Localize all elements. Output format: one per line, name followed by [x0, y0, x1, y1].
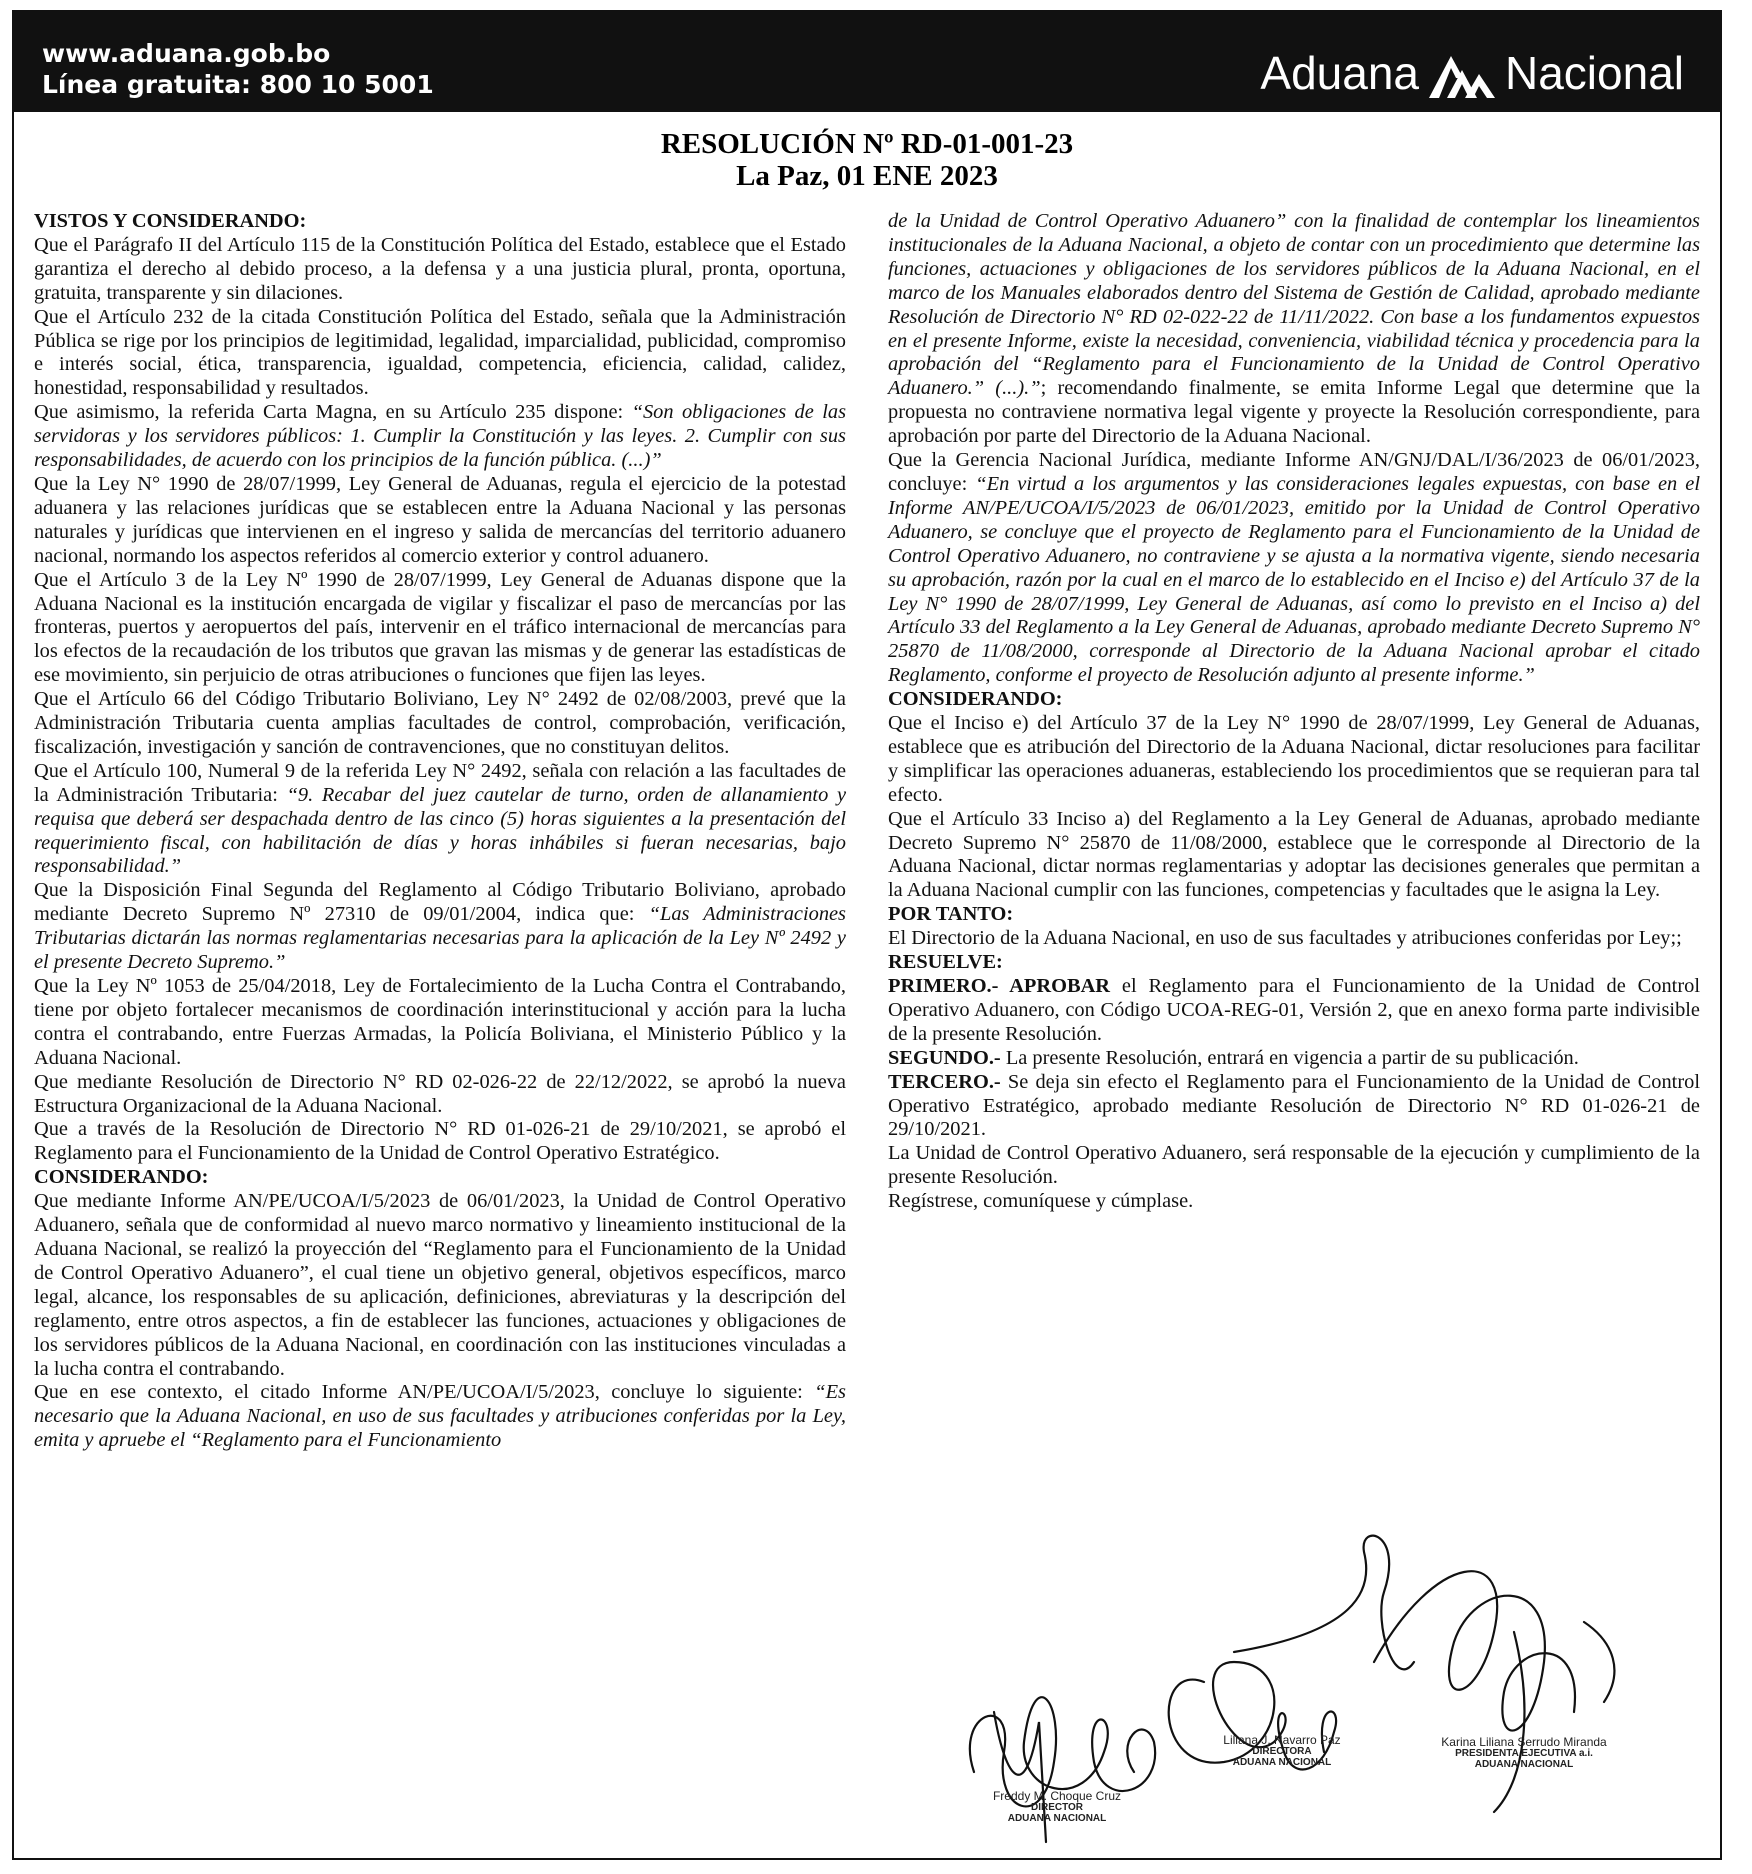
logo-word-left: Aduana: [1260, 47, 1419, 99]
paragraph: Que la Ley N° 1990 de 28/07/1999, Ley General de Aduanas, regula el ejercicio de la potestad aduanera y las relaciones jurídicas que se establecen entre la Aduana Nacional y las personas naturales y jurídicas que intervienen en el ingreso y salida de mercancías del territorio aduanero nacional, normando los aspectos referidos al comercio exterior y control aduanero.: [34, 472, 846, 567]
quotation: de la Unidad de Control Operativo Aduanero” con la finalidad de contemplar los lineamientos institucionales de la Aduana Nacional, a objeto de contar con un procedimiento que determine las funciones, actuaciones y obligaciones de los servidores públicos de la Aduana Nacional, en el marco de los Manuales elaborados dentro del Sistema de Gestión de Calidad, aprobado mediante Resolución de Directorio N° RD 02-022-22 de 11/11/2022. Con base a los fundamentos expuestos en el presente Informe, existe la necesidad, conveniencia, viabilidad técnica y procedencia para la aprobación del “Reglamento para el Funcionamiento de la Unidad de Control Operativo Aduanero.” (...).”: [888, 210, 1700, 400]
paragraph-text: Que el Artículo 100, Numeral 9 de la referida Ley N° 2492, señala con relación a las facultades de la Administración Tributaria:: [34, 759, 846, 806]
paragraph: Que el Artículo 66 del Código Tributario Boliviano, Ley N° 2492 de 02/08/2003, prevé que la Administración Tributaria cuenta amplias facultades de control, comprobación, verificación, fiscalización, investigación y sanción de contravenciones, que no constituyan delitos.: [34, 688, 846, 758]
document-frame: [12, 10, 1722, 1860]
logo-word-right: Nacional: [1505, 47, 1684, 99]
article-text: Se deja sin efecto el Reglamento para el Funcionamiento de la Unidad de Control Operativo Estratégico, aprobado mediante Resolución de Directorio N° RD 01-026-21 de 29/10/2021.: [888, 1070, 1700, 1141]
paragraph: Que mediante Informe AN/PE/UCOA/I/5/2023 de 06/01/2023, la Unidad de Control Operativo Aduanero, señala que de conformidad al nuevo marco normativo y lineamiento institucional de la Aduana Nacional, se realizó la proyección del “Reglamento para el Funcionamiento de la Unidad de Control Operativo Aduanero”, el cual tiene un objetivo general, objetivos específicos, marco legal, alcance, los responsables de su aplicación, definiciones, abreviaturas y la descripción del reglamento, entre otros aspectos, a fin de establecer las funciones, actuaciones y obligaciones de los servidores públicos de la Aduana Nacional, en coordinación con las instituciones vinculadas a la lucha contra el contrabando.: [34, 1190, 846, 1380]
paragraph: Que la Ley Nº 1053 de 25/04/2018, Ley de Fortalecimiento de la Lucha Contra el Contrabando, tiene por objeto fortalecer mecanismos de coordinación interinstitucional y acción para la lucha contra el contrabando, entre Fuerzas Armadas, la Policía Boliviana, el Ministerio Público y la Aduana Nacional.: [34, 975, 846, 1069]
closing-line: Regístrese, comuníquese y cúmplase.: [888, 1190, 1194, 1213]
paragraph: [34, 1381, 846, 1453]
section-heading-considerando: CONSIDERANDO:: [34, 1166, 209, 1189]
paragraph: [888, 210, 1700, 449]
paragraph: Que mediante Resolución de Directorio N° RD 02-026-22 de 22/12/2022, se aprobó la nueva Estructura Organizacional de la Aduana Nacional.: [34, 1070, 846, 1117]
paragraph-text: Que la Gerencia Nacional Jurídica, mediante Informe AN/GNJ/DAL/I/36/2023 de 06/01/2023, concluye:: [888, 449, 1700, 495]
paragraph-text: Que asimismo, la referida Carta Magna, en su Artículo 235 dispone:: [34, 401, 632, 424]
signatory-name: Karina Liliana Serrudo Miranda: [1441, 1735, 1607, 1749]
paragraph: Que el Artículo 232 de la citada Constitución Política del Estado, señala que la Administración Pública se rige por los principios de legitimidad, legalidad, imparcialidad, publicidad, compromiso e interés social, ética, transparencia, igualdad, competencia, eficiencia, calidad, calidez, honestidad, responsabilidad y resultados.: [34, 305, 846, 400]
section-heading-por-tanto: POR TANTO:: [888, 903, 1014, 926]
paragraph: [34, 760, 846, 880]
signatory-institution: ADUANA NACIONAL: [1474, 1759, 1574, 1770]
paragraph: Que el Artículo 3 de la Ley Nº 1990 de 28/07/1999, Ley General de Aduanas dispone que la Aduana Nacional es la institución encargada de vigilar y fiscalizar el paso de mercancías por las fronteras, puertos y aeropuertos del país, intervenir en el tráfico internacional de mercancías para los efectos de la recaudación de los tributos que gravan las mismas y de generar las estadísticas de ese movimiento, sin perjuicio de otras atribuciones o funciones que fijen las leyes.: [34, 568, 846, 687]
aduana-logo: [1260, 47, 1684, 100]
contact-block: [42, 38, 434, 100]
resolution-article: [888, 1047, 1700, 1071]
quotation: “En virtud a los argumentos y las consideraciones legales expuestas, con base en el Informe AN/PE/UCOA/I/5/2023 de 06/01/2023, emitido por la Unidad de Control Operativo Aduanero, se concluye que el proyecto de Reglamento para el Funcionamiento de la Unidad de Control Operativo Aduanero, no contraviene y se ajusta a la normativa vigente, siendo necesaria su aprobación, razón por la cual en el marco de lo establecido en el Inciso e) del Artículo 37 de la Ley N° 1990 de 28/07/1999, Ley General de Aduanas, así como lo previsto en el Inciso a) del Artículo 33 del Reglamento a la Ley General de Aduanas, aprobado mediante Decreto Supremo N° 25870 de 11/08/2000, corresponde al Directorio de la Aduana Nacional aprobar el citado Reglamento, conforme el proyecto de Resolución adjunto al presente informe.”: [888, 472, 1700, 687]
website-url: www.aduana.gob.bo: [42, 39, 331, 68]
paragraph: Que el Inciso e) del Artículo 37 de la Ley N° 1990 de 28/07/1999, Ley General de Aduanas, establece que es atribución del Directorio de la Aduana Nacional, dictar resoluciones para facilitar y simplificar las operaciones aduaneras, estableciendo los procedimientos que se requieran para tal efecto.: [888, 712, 1700, 806]
signatory-institution: ADUANA NACIONAL: [1007, 1813, 1107, 1824]
hotline-text: Línea gratuita: 800 10 5001: [42, 70, 434, 99]
article-label: TERCERO.-: [888, 1070, 1001, 1093]
signature-block: [1414, 1736, 1634, 1770]
paragraph-text: ; recomendando finalmente, se emita Informe Legal que determine que la propuesta no contraviene normativa legal vigente y proyecte la Resolución correspondiente, para aprobación por parte del Directorio de la Aduana Nacional.: [888, 377, 1700, 448]
article-label: SEGUNDO.-: [888, 1046, 1001, 1069]
signatory-role: PRESIDENTA EJECUTIVA a.i.: [1455, 1748, 1593, 1759]
resolution-article: [888, 1071, 1700, 1143]
right-column: [888, 210, 1700, 1214]
resolution-date: La Paz, 01 ENE 2023: [736, 160, 998, 192]
paragraph: Que el Parágrafo II del Artículo 115 de la Constitución Política del Estado, establece que el Estado garantiza el derecho al debido proceso, a la defensa y a una justicia plural, pronta, oportuna, gratuita, transparente y sin dilaciones.: [34, 233, 846, 304]
paragraph: Que el Artículo 33 Inciso a) del Reglamento a la Ley General de Aduanas, aprobado mediante Decreto Supremo N° 25870 de 11/08/2000, establece que le corresponde al Directorio de la Aduana Nacional, dictar normas reglamentarias y adoptar las decisiones generales que permitan a la Aduana Nacional cumplir con las funciones, competencias y facultades que le asigna la Ley.: [888, 807, 1700, 902]
paragraph: [34, 401, 846, 473]
signatory-name: Liliana J. Navarro Paz: [1223, 1733, 1341, 1747]
paragraph-text: Que en ese contexto, el citado Informe AN/PE/UCOA/I/5/2023, concluye lo siguiente:: [34, 1381, 815, 1404]
signature-block: [1192, 1734, 1372, 1768]
article-text: La presente Resolución, entrará en vigencia a partir de su publicación.: [1000, 1046, 1579, 1069]
resolution-article: [888, 975, 1700, 1047]
section-heading-considerando: CONSIDERANDO:: [888, 688, 1063, 711]
left-column: [34, 210, 846, 1453]
paragraph: [34, 879, 846, 975]
quotation: “Son obligaciones de las servidoras y los servidores públicos: 1. Cumplir la Constitución y las leyes. 2. Cumplir con sus responsabilidades, de acuerdo con los principios de la función pública. (...)”: [34, 401, 847, 472]
section-heading-resuelve: RESUELVE:: [888, 951, 1003, 974]
paragraph: Que a través de la Resolución de Directorio N° RD 01-026-21 de 29/10/2021, se aprobó el Reglamento para el Funcionamiento de la Unidad de Control Operativo Estratégico.: [34, 1118, 846, 1165]
paragraph: La Unidad de Control Operativo Aduanero, será responsable de la ejecución y cumplimiento de la presente Resolución.: [888, 1142, 1700, 1189]
signature-block: [962, 1790, 1152, 1824]
quotation: “9. Recabar del juez cautelar de turno, orden de allanamiento y requisa que deberá ser despachada dentro de las cinco (5) horas siguientes a la presentación del requerimiento fiscal, con habilitación de días y horas inhábiles si fueran necesarias, bajo responsabilidad.”: [34, 783, 846, 878]
resolution-number: RESOLUCIÓN Nº RD-01-001-23: [660, 128, 1074, 160]
signatory-institution: ADUANA NACIONAL: [1232, 1757, 1332, 1768]
paragraph: [888, 449, 1700, 688]
paragraph: El Directorio de la Aduana Nacional, en uso de sus facultades y atribuciones conferidas por Ley;;: [888, 927, 1682, 950]
paragraph-text: Que la Disposición Final Segunda del Reglamento al Código Tributario Boliviano, aprobado mediante Decreto Supremo Nº 27310 de 09/01/2004, indica que:: [34, 879, 846, 926]
signatory-role: DIRECTORA: [1252, 1746, 1312, 1757]
article-label: PRIMERO.- APROBAR: [888, 975, 1111, 997]
quotation: “Las Administraciones Tributarias dictarán las normas reglamentarias necesarias para la aplicación de la Ley Nº 2492 y el presente Decreto Supremo.”: [34, 903, 846, 974]
section-heading-vistos: VISTOS Y CONSIDERANDO:: [34, 210, 307, 232]
logo-mountain-icon: [1429, 50, 1495, 100]
article-text: el Reglamento para el Funcionamiento de la Unidad de Control Operativo Aduanero, con Código UCOA-REG-01, Versión 2, que en anexo forma parte indivisible de la presente Resolución.: [888, 975, 1700, 1045]
signatory-name: Freddy M. Choque Cruz: [992, 1789, 1122, 1803]
quotation: “Es necesario que la Aduana Nacional, en uso de sus facultades y atribuciones conferidas por la Ley, emita y apruebe el “Reglamento para el Funcionamiento: [34, 1381, 846, 1452]
header-banner: [14, 12, 1720, 112]
signatory-role: DIRECTOR: [1030, 1802, 1084, 1813]
